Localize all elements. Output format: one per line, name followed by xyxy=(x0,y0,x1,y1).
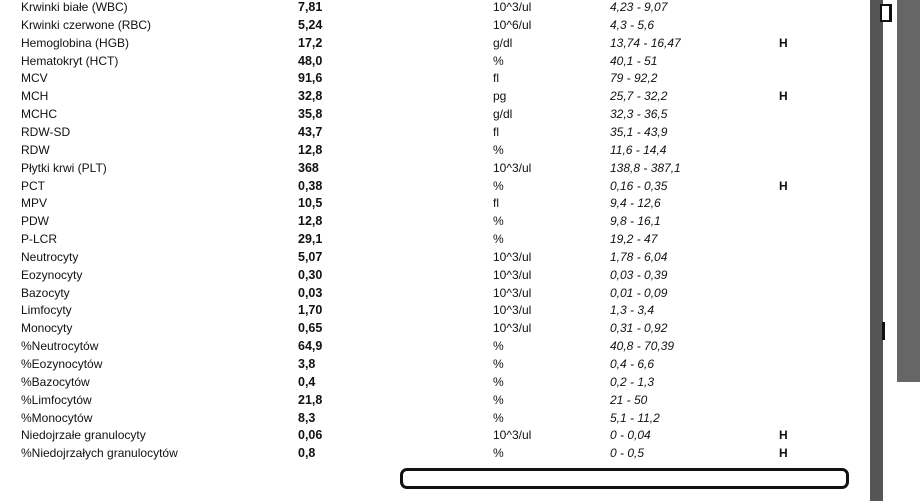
result-row xyxy=(0,160,850,178)
test-name: Bazocyty xyxy=(21,285,70,300)
reference-range: 19,2 - 47 xyxy=(610,232,658,247)
reference-range: 0,16 - 0,35 xyxy=(610,178,668,193)
test-value: 12,8 xyxy=(298,214,323,229)
test-name: %Eozynocytów xyxy=(21,357,103,371)
test-unit: % xyxy=(493,374,504,389)
reference-range: 79 - 92,2 xyxy=(610,71,658,86)
result-row xyxy=(0,0,850,17)
viewer-side-band xyxy=(870,0,883,501)
abnormal-flag: H xyxy=(779,428,788,443)
reference-range: 0,03 - 0,39 xyxy=(610,267,668,282)
test-value: 12,8 xyxy=(298,142,323,157)
result-row xyxy=(0,410,850,428)
test-value: 91,6 xyxy=(298,71,323,86)
test-value: 5,24 xyxy=(298,17,323,32)
abnormal-flag: H xyxy=(779,89,788,104)
result-row xyxy=(0,178,850,196)
test-value: 10,5 xyxy=(298,196,323,211)
abnormal-flag: H xyxy=(779,178,788,193)
result-row xyxy=(0,320,850,338)
test-unit: % xyxy=(493,339,504,354)
result-row xyxy=(0,302,850,320)
test-value: 5,07 xyxy=(298,249,323,264)
test-name: PCT xyxy=(21,178,45,193)
reference-range: 4,23 - 9,07 xyxy=(610,0,668,14)
test-name: %Niedojrzałych granulocytów xyxy=(21,446,178,461)
test-value: 29,1 xyxy=(298,232,323,247)
reference-range: 1,78 - 6,04 xyxy=(610,249,668,264)
test-name: Eozynocyty xyxy=(21,267,83,282)
result-row xyxy=(0,142,850,160)
test-name: PDW xyxy=(21,214,49,229)
test-value: 1,70 xyxy=(298,303,323,318)
test-value: 0,06 xyxy=(298,428,323,443)
result-row xyxy=(0,231,850,249)
test-name: Krwinki białe (WBC) xyxy=(21,0,128,14)
result-row xyxy=(0,356,850,374)
test-name: MPV xyxy=(21,196,48,211)
result-row xyxy=(0,17,850,35)
result-row xyxy=(0,106,850,124)
test-name: %Bazocytów xyxy=(21,374,90,389)
scrollbar-thumb[interactable] xyxy=(897,0,920,382)
abnormal-flag: H xyxy=(779,35,788,50)
test-value: 21,8 xyxy=(298,392,323,407)
test-unit: g/dl xyxy=(493,35,513,50)
test-value: 17,2 xyxy=(298,35,323,50)
test-unit: % xyxy=(493,357,504,371)
test-name: MCHC xyxy=(21,107,57,122)
reference-range: 21 - 50 xyxy=(610,392,648,407)
result-row xyxy=(0,35,850,53)
test-unit: % xyxy=(493,232,504,247)
test-value: 43,7 xyxy=(298,124,323,139)
reference-range: 0,2 - 1,3 xyxy=(610,374,655,389)
reference-range: 0 - 0,5 xyxy=(610,446,645,461)
empty-outlined-box xyxy=(400,468,849,489)
test-unit: % xyxy=(493,178,504,193)
reference-range: 0 - 0,04 xyxy=(610,428,651,443)
reference-range: 40,1 - 51 xyxy=(610,53,658,68)
reference-range: 25,7 - 32,2 xyxy=(610,89,668,104)
result-row xyxy=(0,70,850,88)
test-name: Neutrocyty xyxy=(21,249,79,264)
result-row xyxy=(0,374,850,392)
test-unit: 10^3/ul xyxy=(493,303,532,318)
result-row xyxy=(0,427,850,445)
reference-range: 4,3 - 5,6 xyxy=(610,17,655,32)
result-row xyxy=(0,213,850,231)
result-row xyxy=(0,88,850,106)
test-unit: pg xyxy=(493,89,507,104)
test-name: Hemoglobina (HGB) xyxy=(21,35,130,50)
test-name: Hematokryt (HCT) xyxy=(21,53,119,68)
test-value: 35,8 xyxy=(298,107,323,122)
reference-range: 13,74 - 16,47 xyxy=(610,35,681,50)
test-unit: 10^3/ul xyxy=(493,321,532,336)
result-row xyxy=(0,445,850,463)
test-unit: g/dl xyxy=(493,107,513,122)
corner-bracket-mark xyxy=(880,4,892,22)
test-value: 368 xyxy=(298,160,319,175)
test-name: %Neutrocytów xyxy=(21,339,99,354)
test-value: 0,03 xyxy=(298,285,323,300)
test-unit: 10^6/ul xyxy=(493,17,532,32)
abnormal-flag: H xyxy=(779,446,788,461)
test-unit: % xyxy=(493,142,504,157)
reference-range: 138,8 - 387,1 xyxy=(610,160,681,175)
test-value: 3,8 xyxy=(298,357,316,371)
result-row xyxy=(0,124,850,142)
test-name: Płytki krwi (PLT) xyxy=(21,160,107,175)
test-unit: % xyxy=(493,214,504,229)
reference-range: 1,3 - 3,4 xyxy=(610,303,655,318)
reference-range: 9,8 - 16,1 xyxy=(610,214,661,229)
reference-range: 0,31 - 0,92 xyxy=(610,321,668,336)
test-name: RDW-SD xyxy=(21,124,71,139)
result-row xyxy=(0,338,850,356)
test-name: Limfocyty xyxy=(21,303,72,318)
test-unit: fl xyxy=(493,71,499,86)
test-name: %Limfocytów xyxy=(21,392,92,407)
test-unit: fl xyxy=(493,124,499,139)
test-unit: 10^3/ul xyxy=(493,285,532,300)
test-value: 7,81 xyxy=(298,0,323,14)
result-row xyxy=(0,285,850,303)
reference-range: 0,01 - 0,09 xyxy=(610,285,668,300)
test-value: 8,3 xyxy=(298,410,316,425)
test-value: 64,9 xyxy=(298,339,323,354)
test-unit: fl xyxy=(493,196,499,211)
test-unit: 10^3/ul xyxy=(493,160,532,175)
result-row xyxy=(0,195,850,213)
reference-range: 35,1 - 43,9 xyxy=(610,124,668,139)
test-value: 0,8 xyxy=(298,446,316,461)
test-unit: % xyxy=(493,410,504,425)
test-unit: % xyxy=(493,53,504,68)
result-row xyxy=(0,249,850,267)
test-name: Niedojrzałe granulocyty xyxy=(21,428,146,443)
test-unit: % xyxy=(493,446,504,461)
side-tick-mark xyxy=(882,322,885,340)
result-row xyxy=(0,267,850,285)
test-name: %Monocytów xyxy=(21,410,93,425)
test-value: 32,8 xyxy=(298,89,323,104)
reference-range: 5,1 - 11,2 xyxy=(610,410,660,425)
result-row xyxy=(0,392,850,410)
test-name: Krwinki czerwone (RBC) xyxy=(21,17,152,32)
reference-range: 9,4 - 12,6 xyxy=(610,196,661,211)
test-value: 0,30 xyxy=(298,267,323,282)
test-value: 0,38 xyxy=(298,178,323,193)
test-unit: 10^3/ul xyxy=(493,249,532,264)
reference-range: 0,4 - 6,6 xyxy=(610,357,655,371)
result-row xyxy=(0,53,850,71)
test-value: 48,0 xyxy=(298,53,323,68)
reference-range: 11,6 - 14,4 xyxy=(610,142,667,157)
test-name: P-LCR xyxy=(21,232,58,247)
test-unit: 10^3/ul xyxy=(493,0,532,14)
test-unit: % xyxy=(493,392,504,407)
test-value: 0,65 xyxy=(298,321,323,336)
reference-range: 32,3 - 36,5 xyxy=(610,107,668,122)
test-name: RDW xyxy=(21,142,50,157)
test-name: Monocyty xyxy=(21,321,73,336)
test-name: MCH xyxy=(21,89,49,104)
test-unit: 10^3/ul xyxy=(493,267,532,282)
test-value: 0,4 xyxy=(298,374,316,389)
test-name: MCV xyxy=(21,71,48,86)
reference-range: 40,8 - 70,39 xyxy=(610,339,675,354)
test-unit: 10^3/ul xyxy=(493,428,532,443)
